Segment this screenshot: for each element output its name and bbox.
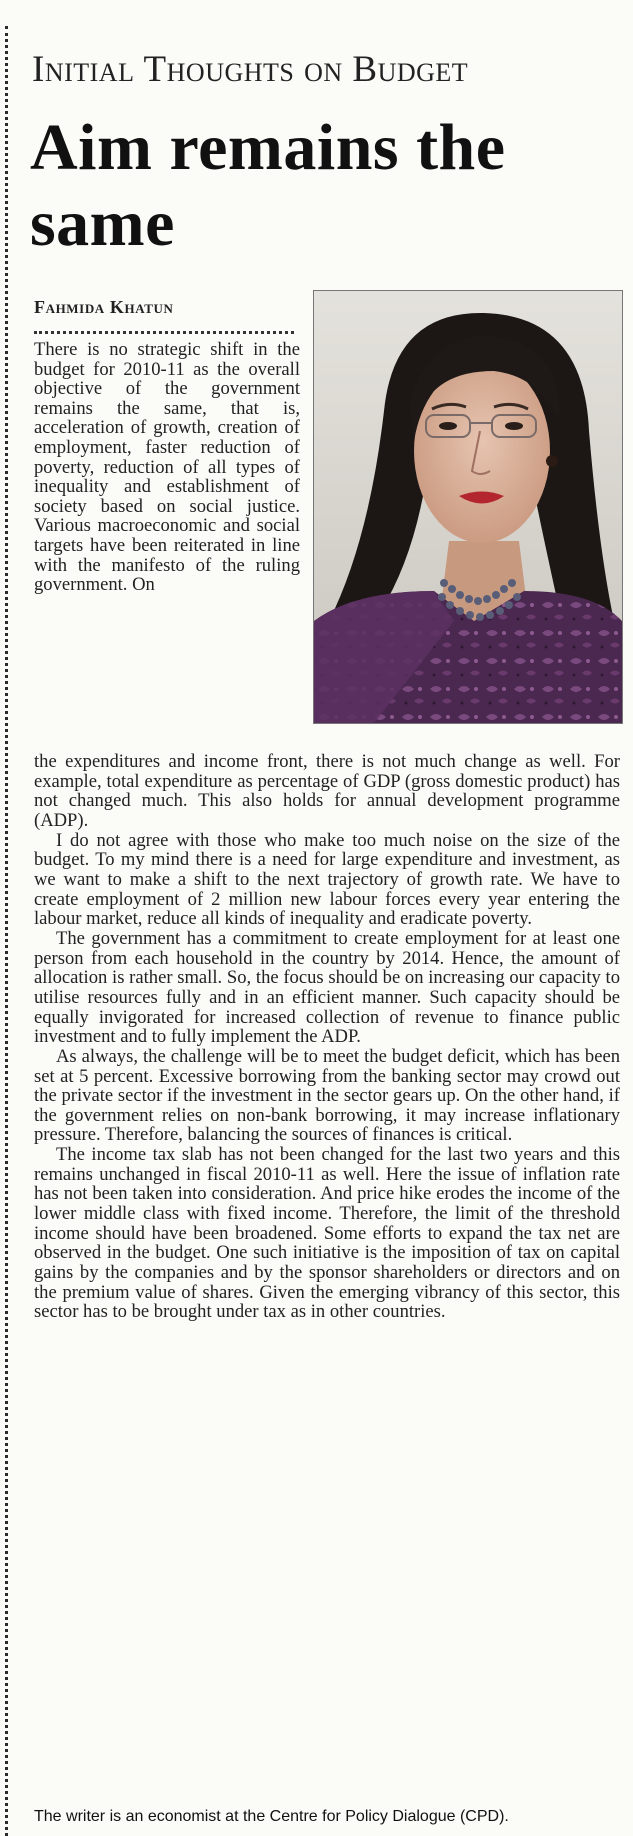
left-dotted-border bbox=[5, 26, 8, 1836]
author-footnote: The writer is an economist at the Centre for Policy Dialogue (CPD). bbox=[34, 1808, 509, 1825]
author-portrait-image bbox=[314, 291, 622, 723]
article-body bbox=[34, 752, 620, 1322]
body-paragraph: The government has a commitment to create employment for at least one person from each household in the country by 2014. Hence, the amount of allocation is rather small. So, the focus should be on increasing our capacity to utilise resources fully and in an efficient manner. Such capacity should be equally invigorated for increased collection of revenue to finance public investment and to fully implement the ADP. bbox=[34, 927, 620, 1048]
kicker-title: Initial Thoughts on Budget bbox=[32, 49, 469, 90]
body-paragraph: The income tax slab has not been changed for the last two years and this remains unchanged in fiscal 2010-11 as well. Here the issue of inflation rate has not been taken into consideration. And price hike erodes the income of the lower middle class with fixed income. Therefore, the limit of the threshold income should have been broadened. Some efforts to expand the tax net are observed in the budget. One such initiative is the imposition of tax on capital gains by the companies and by the sponsor shareholders or directors and on the premium value of shares. Given the emerging vibrancy of this sector, this sector has to be brought under tax as in other countries. bbox=[34, 1144, 620, 1323]
lead-paragraph: There is no strategic shift in the budget for 2010-11 as the overall objective of the government remains the same, that is, acceleration of growth, creation of employment, faster reduction of poverty, reduction of all types of inequality and establishment of society based on social justice. Various macroeconomic and social targets have been reiterated in line with the manifesto of the ruling government. On bbox=[34, 339, 300, 596]
author-photo bbox=[313, 290, 623, 724]
byline-divider bbox=[34, 331, 294, 334]
body-paragraph: I do not agree with those who make too much noise on the size of the budget. To my mind there is a need for large expenditure and investment, as we want to make a shift to the next trajectory of growth rate. We have to create employment of 2 million new labour forces every year entering the labour market, reduce all kinds of inequality and eradicate poverty. bbox=[34, 829, 620, 930]
body-paragraph: the expenditures and income front, there is not much change as well. For example, total expenditure as percentage of GDP (gross domestic product) has not changed much. This also holds for annual development programme (ADP). bbox=[34, 751, 620, 831]
byline: Fahmida Khatun bbox=[34, 297, 174, 317]
headline: Aim remains the same bbox=[30, 111, 506, 260]
body-paragraph: As always, the challenge will be to meet the budget deficit, which has been set at 5 percent. Excessive borrowing from the banking sector may crowd out the private sector if the investment in the sector gears up. On the other hand, if the government relies on non-bank borrowing, it may increase inflationary pressure. Therefore, balancing the sources of finances is critical. bbox=[34, 1045, 620, 1146]
